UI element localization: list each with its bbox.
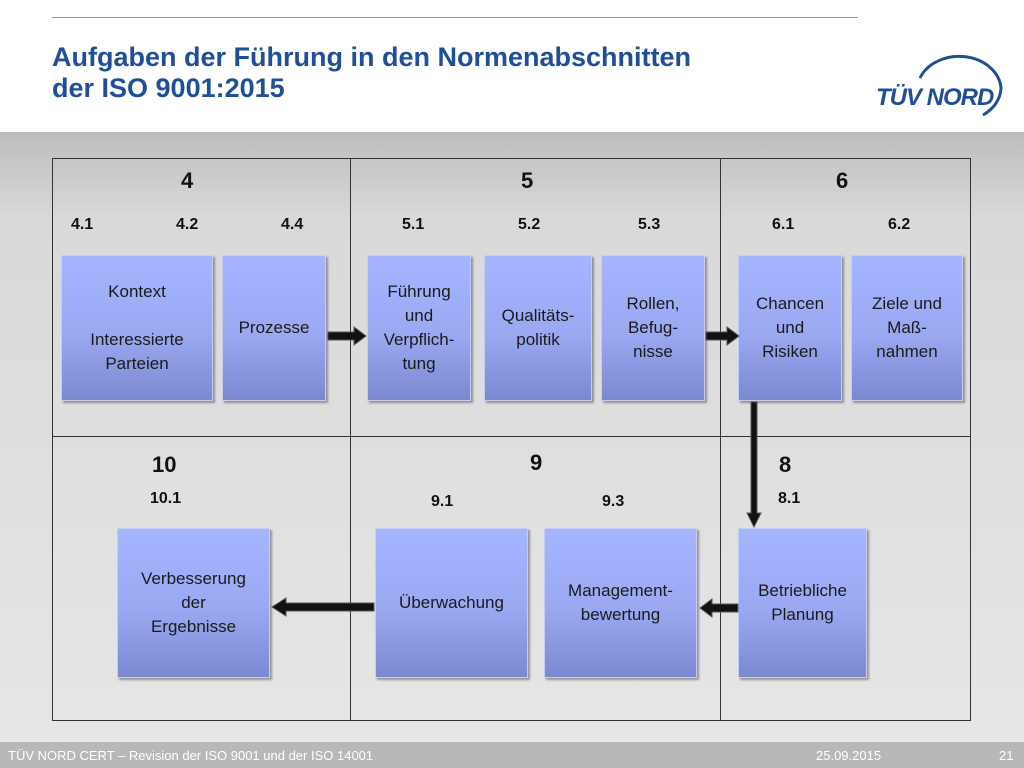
subsection-5-1: 5.1 bbox=[402, 216, 425, 233]
slide-title bbox=[52, 42, 832, 104]
logo-text: TÜV NORD bbox=[876, 84, 994, 111]
box-managementbewertung: Management- bewertung bbox=[544, 528, 697, 678]
tuev-nord-logo bbox=[858, 40, 1008, 120]
section-6: 6 bbox=[836, 168, 849, 193]
subsection-8-1: 8.1 bbox=[778, 490, 801, 507]
arrow-right-icon bbox=[326, 326, 368, 346]
footer-page-number: 21 bbox=[999, 748, 1014, 763]
subsection-6-1: 6.1 bbox=[772, 216, 795, 233]
box-kontext: Kontext Interessierte Parteien bbox=[61, 255, 213, 401]
arrow-right-icon bbox=[705, 326, 741, 346]
subsection-9-1: 9.1 bbox=[431, 493, 454, 510]
subsection-6-2: 6.2 bbox=[888, 216, 911, 233]
footer-text: TÜV NORD CERT – Revision der ISO 9001 und der ISO 14001 bbox=[8, 748, 374, 763]
subsection-4-2: 4.2 bbox=[176, 216, 199, 233]
slide-footer bbox=[0, 742, 1024, 768]
arrow-left-icon bbox=[270, 596, 376, 618]
subsection-5-3: 5.3 bbox=[638, 216, 661, 233]
section-5: 5 bbox=[521, 168, 534, 193]
box-planung: Betriebliche Planung bbox=[738, 528, 867, 678]
grid-divider-left bbox=[350, 158, 351, 721]
section-9: 9 bbox=[530, 450, 543, 475]
title-line-1: Aufgaben der Führung in den Normenabschnitten bbox=[52, 42, 692, 72]
grid-divider-right bbox=[720, 158, 721, 721]
section-10: 10 bbox=[152, 452, 177, 477]
subsection-9-3: 9.3 bbox=[602, 493, 625, 510]
top-divider bbox=[52, 17, 858, 18]
box-ziele: Ziele und Maß- nahmen bbox=[851, 255, 963, 401]
title-line-2: der ISO 9001:2015 bbox=[52, 73, 285, 103]
subsection-5-2: 5.2 bbox=[518, 216, 541, 233]
box-rollen: Rollen, Befug- nisse bbox=[601, 255, 705, 401]
box-chancen: Chancen und Risiken bbox=[738, 255, 842, 401]
box-fuehrung: Führung und Verpflich- tung bbox=[367, 255, 471, 401]
section-8: 8 bbox=[779, 452, 792, 477]
box-prozesse: Prozesse bbox=[222, 255, 326, 401]
box-qualitaetspolitik: Qualitäts- politik bbox=[484, 255, 592, 401]
box-ueberwachung: Überwachung bbox=[375, 528, 528, 678]
subsection-4-1: 4.1 bbox=[71, 216, 94, 233]
grid-divider-middle bbox=[52, 436, 971, 437]
arrow-down-icon bbox=[745, 401, 763, 529]
footer-date: 25.09.2015 bbox=[816, 748, 882, 763]
box-verbesserung: Verbesserung der Ergebnisse bbox=[117, 528, 270, 678]
arrow-left-icon bbox=[698, 597, 740, 619]
subsection-4-4: 4.4 bbox=[281, 216, 304, 233]
subsection-10-1: 10.1 bbox=[150, 490, 182, 507]
section-4: 4 bbox=[181, 168, 194, 193]
